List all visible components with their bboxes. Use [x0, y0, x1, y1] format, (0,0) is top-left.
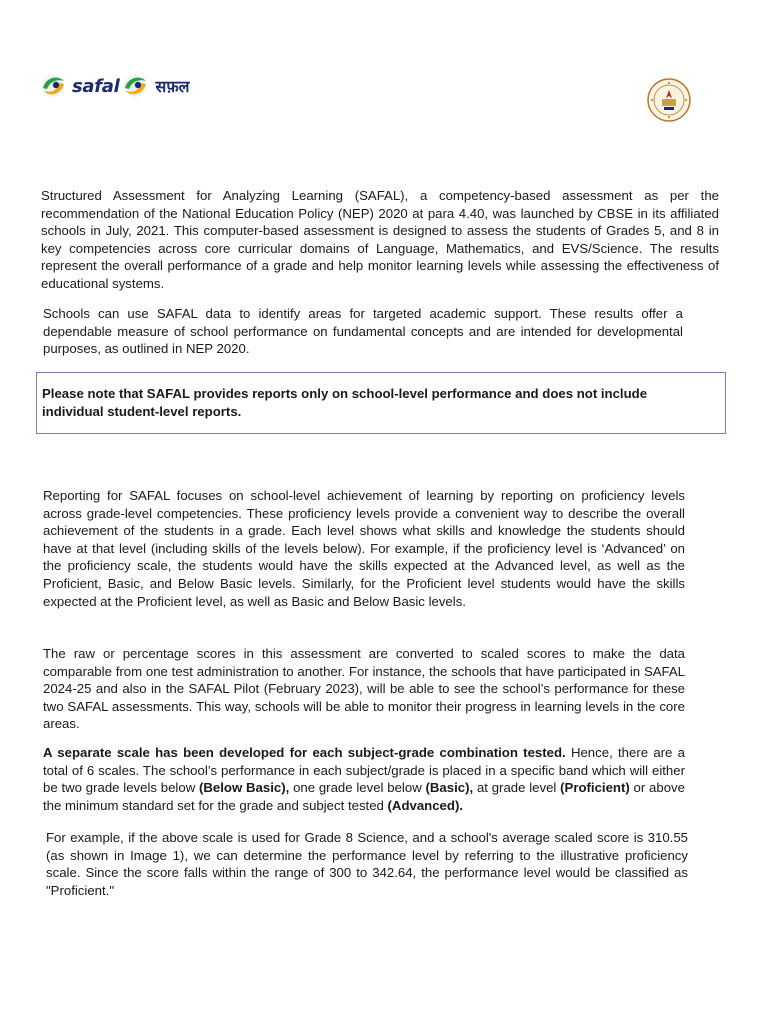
below-basic-label: (Below Basic), [199, 780, 290, 796]
logo-text: safal [72, 75, 120, 97]
note-text: Please note that SAFAL provides reports only on school-level performance and does not include individual student-level reports. [42, 386, 648, 419]
safal-swirl-icon [122, 73, 152, 99]
safal-logo [40, 70, 190, 102]
reporting-paragraph-1: Reporting for SAFAL focuses on school-level achievement of learning by reporting on proficiency levels across grade-level competencies. These proficiency levels provide a convenient way to describe the overall achievement of the students in a grade. Each level shows what skills and knowledge the students should have at that level (including skills of the levels below). For example, if the proficiency level is ‘Advanced’ on the proficiency scale, the students would have the skills expected at the Advanced level, as well as the Proficient, Basic, and Below Basic levels. Similarly, for the Proficient level students would have the skills expected at the Proficient level, as well as Basic and Below Basic levels. [43, 488, 685, 609]
intro-paragraph-2: Schools can use SAFAL data to identify areas for targeted academic support. These results offer a dependable measure of school performance on fundamental concepts and are intended for developmental purposes, as outlined in NEP 2020. [43, 306, 683, 357]
reporting-paragraph-4: For example, if the above scale is used for Grade 8 Science, and a school's average scaled score is 310.55 (as shown in Image 1), we can determine the performance level by referring to the illustrative proficiency scale. Since the score falls within the range of 300 to 342.64, the performance level would be classified as "Proficient." [46, 830, 688, 898]
advanced-label: (Advanced). [387, 797, 464, 813]
cbse-seal-icon [647, 78, 691, 122]
proficient-label: (Proficient) [560, 780, 630, 796]
reporting-paragraph-2: The raw or percentage scores in this assessment are converted to scaled scores to make the data comparable from one test administration to another. For instance, the schools that have participated in SAFAL 2024-25 and also in the SAFAL Pilot (February 2023), will be able to see the school’s performance for these two SAFAL assessments. This way, schools will be able to monitor their progress in learning levels in the core areas. [43, 646, 685, 732]
basic-label: (Basic), [425, 780, 474, 796]
safal-swirl-icon [40, 73, 70, 99]
scale-statement: A separate scale has been developed for each subject-grade combination tested. [43, 745, 566, 760]
reporting-paragraph-3: A separate scale has been developed for each subject-grade combination tested. Hence, there are a total of 6 scales. The school’s performance in each subject/grade is placed in a specific band which will either be two grade levels below (Below Basic), one grade level below (Basic), at grade level (Proficient) or above the minimum standard set for the grade and subject tested (Advanced). [43, 745, 685, 813]
logo-hindi-text: सफ़ल [155, 77, 190, 96]
intro-paragraph-1: Structured Assessment for Analyzing Learning (SAFAL), a competency-based assessment as per the recommendation of the National Education Policy (NEP) 2020 at para 4.40, was launched by CBSE in its affiliated schools in July, 2021. This computer-based assessment is designed to assess the students of Grades 5, and 8 in key competencies across core curricular domains of Language, Mathematics, and EVS/Science. The results represent the overall performance of a grade and help monitor learning levels while assessing the effectiveness of educational systems. [41, 188, 719, 291]
